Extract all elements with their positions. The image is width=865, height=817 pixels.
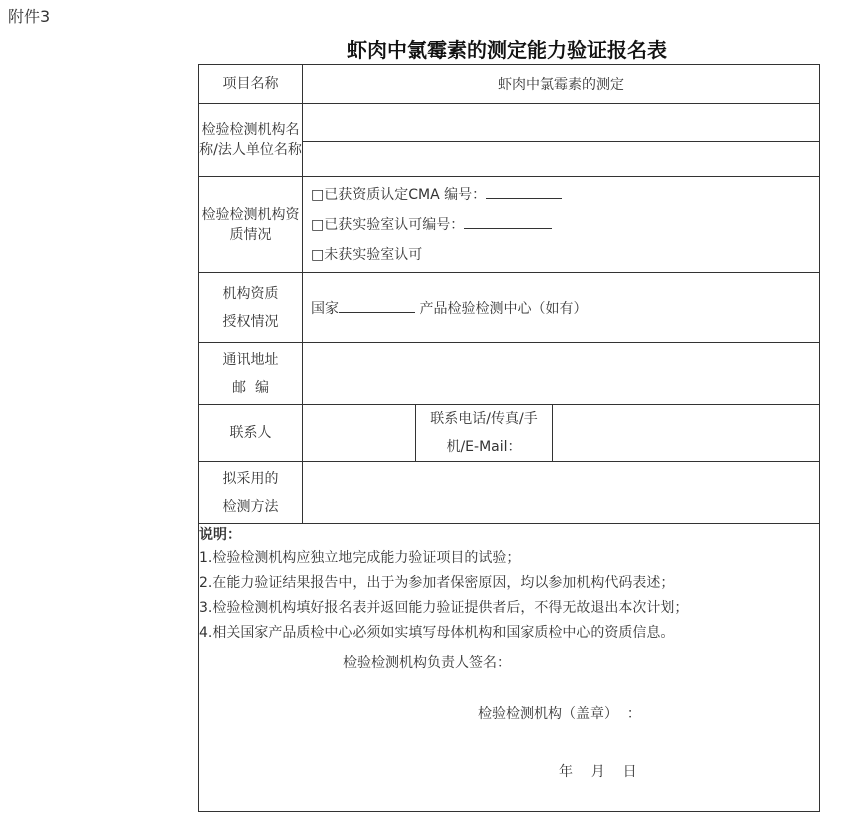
seal-label: 检验检测机构（盖章） ：: [478, 706, 641, 722]
note-item: 4.相关国家产品质检中心必须如实填写母体机构和国家质检中心的资质信息。: [199, 625, 675, 641]
note-item: 3.检验检测机构填好报名表并返回能力验证提供者后，不得无故退出本次计划；: [199, 600, 689, 616]
method-field[interactable]: [303, 462, 820, 524]
authorization-label: 机构资质 授权情况: [199, 273, 303, 343]
notes-section: [199, 524, 820, 812]
row-qualification: [199, 177, 820, 273]
project-name-label: 项目名称: [199, 65, 303, 104]
notes-heading: 说明：: [199, 527, 241, 543]
institution-label: 检验检测机构名称/法人单位名称: [199, 104, 303, 177]
address-field[interactable]: [303, 343, 820, 405]
contact-field[interactable]: [303, 405, 416, 462]
address-label: 通讯地址 邮 编: [199, 343, 303, 405]
note-item: 2.在能力验证结果报告中，出于为参加者保密原因，均以参加机构代码表述；: [199, 575, 675, 591]
row-authorization: [199, 273, 820, 343]
qualification-options: [303, 177, 820, 273]
lab-number-blank[interactable]: [464, 214, 552, 229]
attachment-label: 附件3: [8, 7, 51, 26]
row-address: [199, 343, 820, 405]
option-not-accredited[interactable]: □未获实验室认可: [311, 246, 423, 263]
signature-label: 检验检测机构负责人签名：: [343, 655, 511, 671]
qualification-label: 检验检测机构资质情况: [199, 177, 303, 273]
national-center-blank[interactable]: [339, 298, 415, 313]
row-institution: [199, 104, 820, 142]
phone-label: 联系电话/传真/手 机/E-Mail：: [416, 405, 553, 462]
phone-field[interactable]: [553, 405, 820, 462]
row-contact: [199, 405, 820, 462]
authorization-value: 国家 产品检验检测中心（如有）: [303, 273, 820, 343]
form-title: 虾肉中氯霉素的测定能力验证报名表: [347, 38, 667, 62]
row-notes: [199, 524, 820, 812]
option-lab-accredited[interactable]: □已获实验室认可编号：: [303, 210, 819, 240]
date-label: 年 月 日: [559, 764, 637, 780]
option-cma[interactable]: □已获资质认定CMA 编号：: [303, 180, 819, 210]
institution-field-2[interactable]: [303, 142, 820, 177]
row-project-name: [199, 65, 820, 104]
note-item: 1.检验检测机构应独立地完成能力验证项目的试验；: [199, 550, 521, 566]
project-name-value: 虾肉中氯霉素的测定: [303, 65, 820, 104]
registration-form: [198, 64, 819, 812]
method-label: 拟采用的 检测方法: [199, 462, 303, 524]
contact-label: 联系人: [199, 405, 303, 462]
institution-field-1[interactable]: [303, 104, 820, 142]
row-method: [199, 462, 820, 524]
cma-number-blank[interactable]: [486, 184, 562, 199]
